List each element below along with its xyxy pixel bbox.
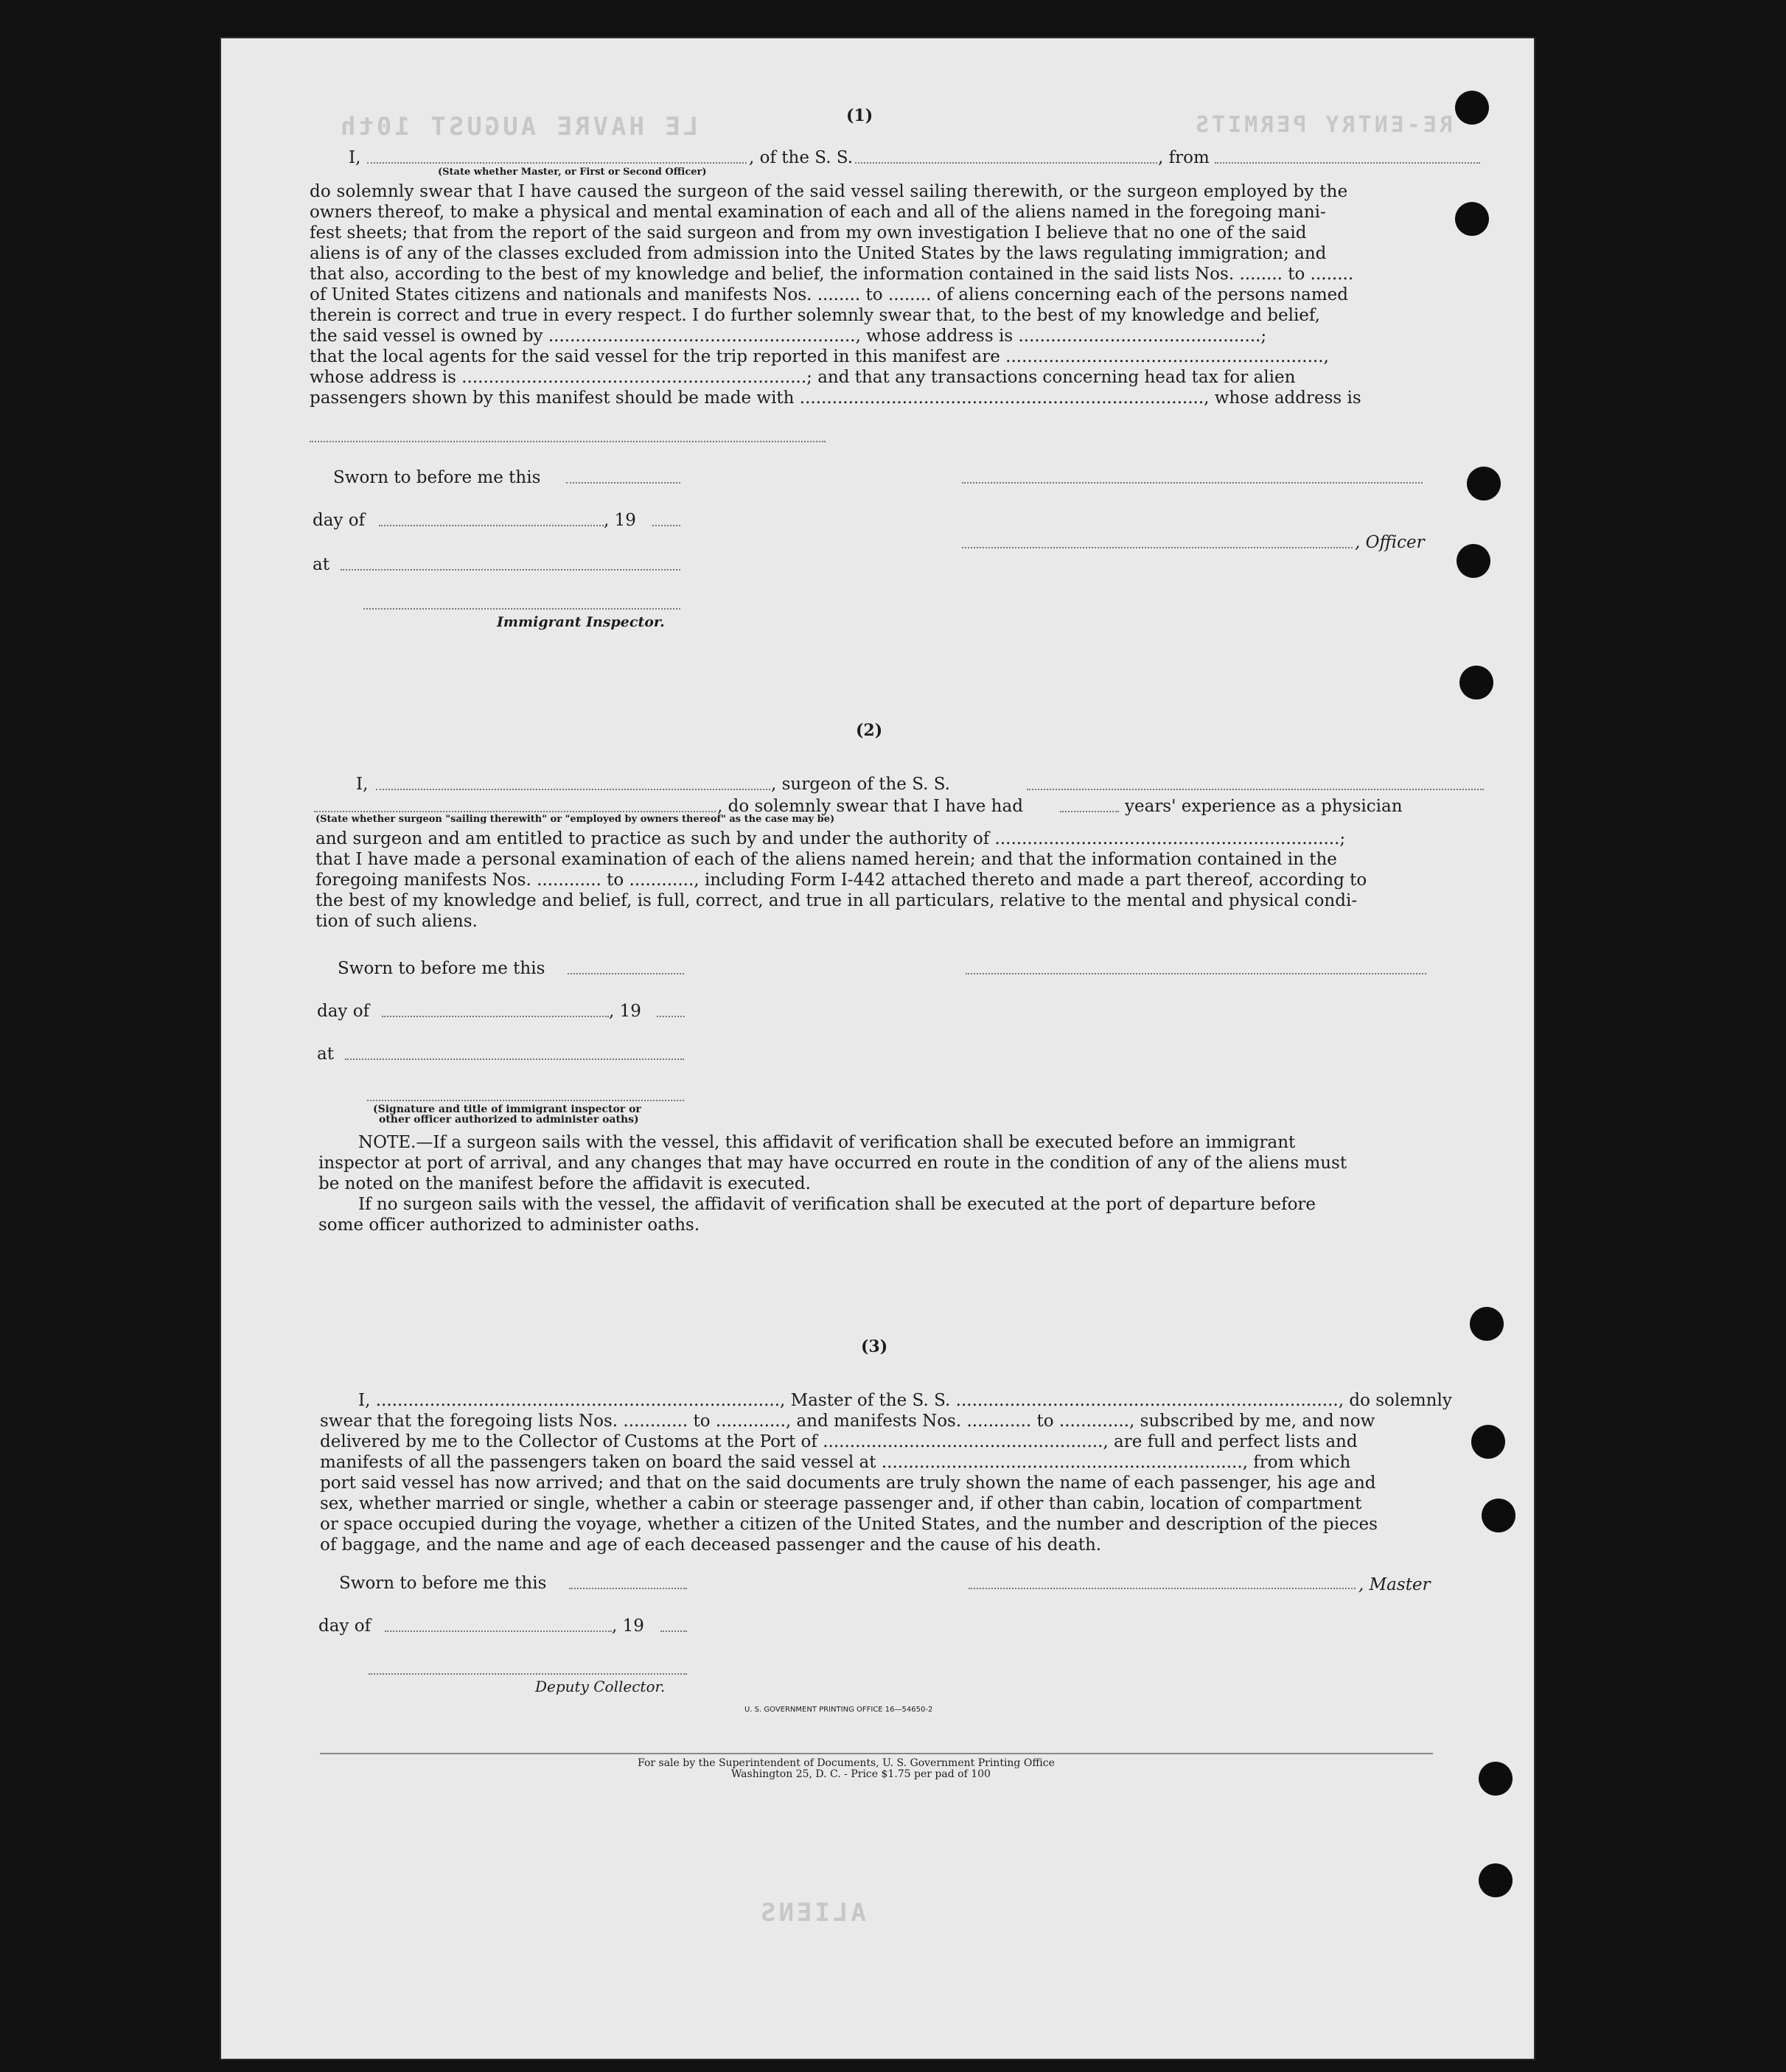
paragraph-line: passengers shown by this manifest should be made with ..........................................................................., whose address is <box>310 388 1361 408</box>
sale-notice: For sale by the Superintendent of Documents, U. S. Government Printing Office <box>638 1757 1055 1769</box>
punch-hole <box>1479 1863 1513 1897</box>
field-label: I, <box>356 775 369 794</box>
paragraph-line: manifests of all the passengers taken on board the said vessel at ..................................................................., from which <box>320 1453 1351 1472</box>
punch-hole <box>1482 1499 1515 1532</box>
paragraph-line: tion of such aliens. <box>315 912 478 931</box>
section-number: (2) <box>856 721 883 740</box>
section-number: (1) <box>846 106 873 125</box>
sale-notice: Washington 25, D. C. - Price $1.75 per pad of 100 <box>731 1768 991 1780</box>
sworn-day-blank[interactable] <box>569 1588 687 1589</box>
inspector-signature-blank[interactable] <box>367 1100 684 1101</box>
bleed-through-text: RE-ENTRY PERMITS <box>1193 112 1453 138</box>
surgeon-type-blank[interactable] <box>314 811 716 812</box>
field-caption: (State whether surgeon "sailing therewith" or "employed by owners thereof" as the case may be) <box>315 814 835 825</box>
sworn-label: Sworn to before me this <box>339 1574 547 1593</box>
paragraph-line: and surgeon and am entitled to practice as such by and under the authority of ................................................................; <box>315 829 1346 848</box>
officer-signature-blank[interactable] <box>962 482 1423 484</box>
note-line: be noted on the manifest before the affidavit is executed. <box>318 1174 811 1193</box>
year-blank[interactable] <box>657 1016 685 1017</box>
signature-caption: other officer authorized to administer oaths) <box>379 1114 639 1126</box>
month-blank[interactable] <box>382 1016 609 1017</box>
vessel-name-blank[interactable] <box>855 162 1157 164</box>
punch-hole <box>1467 467 1501 500</box>
printing-office-imprint: U. S. GOVERNMENT PRINTING OFFICE 16—54650-2 <box>744 1706 933 1714</box>
field-label: years' experience as a physician <box>1125 797 1403 816</box>
surgeon-name-blank[interactable] <box>376 789 770 790</box>
field-label: , do solemnly swear that I have had <box>717 797 1023 816</box>
field-label: I, <box>349 148 361 167</box>
inspector-caption: Immigrant Inspector. <box>497 614 665 630</box>
punch-hole <box>1471 1425 1505 1459</box>
sworn-label: Sworn to before me this <box>333 468 541 487</box>
sworn-day-blank[interactable] <box>568 973 684 974</box>
year-label: , 19 <box>604 511 636 530</box>
paragraph-line: sex, whether married or single, whether a cabin or steerage passenger and, if other than cabin, location of compartment <box>320 1494 1362 1513</box>
paragraph-line: therein is correct and true in every respect. I do further solemnly swear that, to the best of my knowledge and belief, <box>310 306 1320 325</box>
bleed-through-text: ALIENS <box>758 1898 866 1928</box>
punch-hole <box>1479 1762 1513 1796</box>
punch-hole <box>1455 91 1489 125</box>
vessel-name-blank[interactable] <box>1027 789 1484 790</box>
paragraph-line: do solemnly swear that I have caused the surgeon of the said vessel sailing therewith, or the surgeon employed by the <box>310 182 1348 201</box>
sworn-day-blank[interactable] <box>566 482 680 484</box>
deputy-caption: Deputy Collector. <box>535 1678 666 1695</box>
section-number: (3) <box>861 1337 888 1356</box>
field-label: , surgeon of the S. S. <box>771 775 950 794</box>
paragraph-line: that the local agents for the said vessel for the trip reported in this manifest are ..........................................................., <box>310 347 1329 366</box>
paragraph-line: or space occupied during the voyage, whether a citizen of the United States, and the number and description of the pieces <box>320 1515 1378 1534</box>
note-line: some officer authorized to administer oaths. <box>318 1215 700 1235</box>
paragraph-line: foregoing manifests Nos. ............ to ............, including Form I-442 attached thereto and made a part thereof, according to <box>315 871 1367 890</box>
officer-title-blank[interactable] <box>962 547 1353 548</box>
year-blank[interactable] <box>660 1630 687 1632</box>
sworn-label: Sworn to before me this <box>338 959 545 978</box>
field-label: , from <box>1158 148 1210 167</box>
signature-caption: (Signature and title of immigrant inspector or <box>373 1103 641 1115</box>
inspector-signature-blank[interactable] <box>363 608 680 610</box>
footer-rule <box>320 1753 1433 1754</box>
paragraph-line: delivered by me to the Collector of Customs at the Port of ...................................................., are full and perfect lists and <box>320 1432 1358 1451</box>
paragraph-line: that I have made a personal examination of each of the aliens named herein; and that the information contained in the <box>315 850 1337 869</box>
month-blank[interactable] <box>379 525 604 526</box>
punch-hole <box>1455 202 1489 236</box>
note-block <box>318 1132 1490 1235</box>
day-of-label: day of <box>317 1002 370 1021</box>
year-label: , 19 <box>612 1616 644 1636</box>
at-label: at <box>317 1044 334 1064</box>
paragraph-line: owners thereof, to make a physical and mental examination of each and all of the aliens named in the foregoing mani- <box>310 203 1326 222</box>
signature-blank[interactable] <box>966 973 1426 974</box>
paragraph-line: the said vessel is owned by ........................................................., whose address is .............................................; <box>310 327 1267 346</box>
place-blank[interactable] <box>345 1058 684 1060</box>
deputy-signature-blank[interactable] <box>369 1673 687 1675</box>
at-label: at <box>313 555 329 574</box>
day-of-label: day of <box>313 511 366 530</box>
month-blank[interactable] <box>385 1630 612 1632</box>
field-caption: (State whether Master, or First or Second Officer) <box>438 167 707 178</box>
paragraph-line: the best of my knowledge and belief, is full, correct, and true in all particulars, relative to the mental and physical condi- <box>315 891 1358 910</box>
punch-hole <box>1459 666 1493 700</box>
paragraph-line: aliens is of any of the classes excluded from admission into the United States by the laws regulating immigration; and <box>310 244 1327 263</box>
day-of-label: day of <box>318 1616 371 1636</box>
punch-hole <box>1457 544 1490 578</box>
field-label: , of the S. S. <box>749 148 854 167</box>
paragraph-line: port said vessel has now arrived; and that on the said documents are truly shown the name of each passenger, his age and <box>320 1473 1376 1493</box>
section1-paragraph <box>310 181 1482 408</box>
section3-paragraph <box>320 1390 1492 1555</box>
officer-name-blank[interactable] <box>367 162 747 164</box>
section2-paragraph <box>315 829 1487 932</box>
year-blank[interactable] <box>652 525 680 526</box>
year-label: , 19 <box>609 1002 641 1021</box>
paragraph-line: fest sheets; that from the report of the said surgeon and from my own investigation I believe that no one of the said <box>310 223 1307 243</box>
years-blank[interactable] <box>1060 811 1119 812</box>
address-blank[interactable] <box>310 441 826 442</box>
place-blank[interactable] <box>341 569 680 571</box>
note-line: NOTE.—If a surgeon sails with the vessel, this affidavit of verification shall be executed before an immigrant <box>358 1133 1296 1152</box>
bleed-through-text: LE HAVRE AUGUST 10th <box>338 112 699 142</box>
paragraph-line: of United States citizens and nationals and manifests Nos. ........ to ........ of aliens concerning each of the persons named <box>310 285 1348 304</box>
officer-label: , Officer <box>1355 533 1425 552</box>
note-line: If no surgeon sails with the vessel, the affidavit of verification shall be executed at the port of departure before <box>358 1195 1316 1214</box>
paragraph-line: whose address is ................................................................; and that any transactions concerning head tax for alien <box>310 368 1296 387</box>
note-line: inspector at port of arrival, and any changes that may have occurred en route in the condition of any of the aliens must <box>318 1154 1347 1173</box>
paragraph-line: that also, according to the best of my knowledge and belief, the information contained in the said lists Nos. ........ to ........ <box>310 265 1354 284</box>
document-page <box>220 37 1535 2060</box>
punch-hole <box>1470 1307 1504 1341</box>
master-signature-blank[interactable] <box>969 1588 1356 1589</box>
paragraph-line: I, ..........................................................................., Master of the S. S. ......................................................................., do solemnly <box>358 1391 1452 1410</box>
paragraph-line: swear that the foregoing lists Nos. ............ to ............., and manifests Nos. ............ to ............., subscribed by me, and now <box>320 1412 1375 1431</box>
paragraph-line: of baggage, and the name and age of each deceased passenger and the cause of his death. <box>320 1535 1102 1555</box>
master-label: , Master <box>1358 1575 1431 1594</box>
from-port-blank[interactable] <box>1215 162 1480 164</box>
